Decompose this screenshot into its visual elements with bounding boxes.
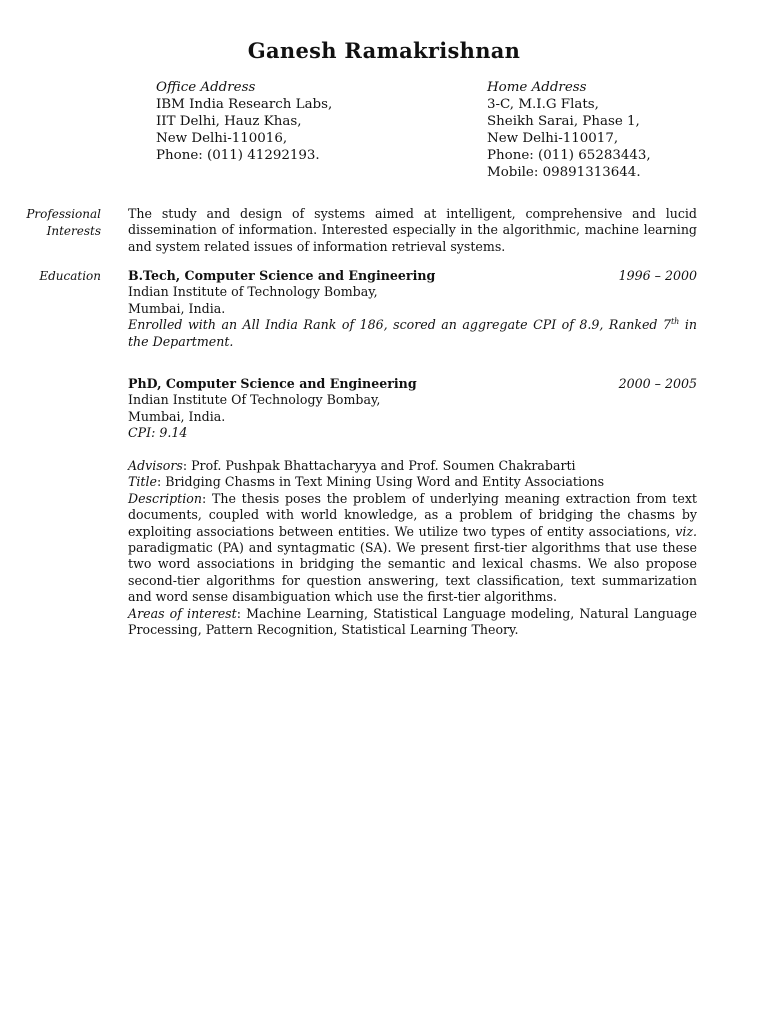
education-label: Education [39, 269, 101, 283]
btech-degree: B.Tech, Computer Science and Engineering [128, 268, 436, 283]
btech-institute: Indian Institute of Technology Bombay, [128, 284, 378, 300]
btech-years: 1996 – 2000 [618, 268, 697, 283]
home-address-header: Home Address [487, 80, 587, 95]
interests-label: Professional Interests [26, 207, 101, 238]
home-address-line: Sheikh Sarai, Phase 1, [487, 114, 640, 129]
btech-location: Mumbai, India. [128, 300, 226, 316]
office-address-line: New Delhi-110016, [156, 131, 288, 146]
phd-institute: Indian Institute Of Technology Bombay, [128, 392, 381, 408]
home-address [487, 79, 651, 181]
home-mobile: Mobile: 09891313644. [487, 165, 641, 180]
education-btech [128, 268, 697, 350]
home-address-line: 3-C, M.I.G Flats, [487, 97, 599, 112]
office-address-header: Office Address [156, 80, 256, 95]
btech-note: Enrolled with an All India Rank of 186, scored an aggregate CPI of 8.9, Ranked 7th in the Department. [128, 317, 697, 349]
phd-cpi: CPI: 9.14 [128, 425, 188, 441]
home-phone: Phone: (011) 65283443, [487, 148, 651, 163]
interests-text: The study and design of systems aimed at intelligent, comprehensive and lucid dissemination of information. Interested especially in the algorithmic, machine learning and system related issues of information retrieval systems. [128, 206, 697, 254]
office-phone: Phone: (011) 41292193. [156, 148, 320, 163]
phd-degree: PhD, Computer Science and Engineering [128, 376, 417, 391]
office-address-line: IBM India Research Labs, [156, 97, 333, 112]
office-address-line: IIT Delhi, Hauz Khas, [156, 114, 302, 129]
phd-advisors: Advisors: Prof. Pushpak Bhattacharyya and Prof. Soumen Chakrabarti [128, 458, 576, 473]
phd-years: 2000 – 2005 [618, 376, 697, 391]
phd-thesis-title: Title: Bridging Chasms in Text Mining Using Word and Entity Associations [128, 474, 605, 490]
education-phd [128, 376, 697, 442]
phd-details [128, 458, 697, 638]
phd-description: Description: The thesis poses the problem of underlying meaning extraction from text documents, coupled with world knowledge, as a problem of bridging the chasms by exploiting associations between entities. We utilize two types of entity associations, viz. paradigmatic (PA) and syntagmatic (SA). We present first-tier algorithms that use these two word associations in bridging the semantic and lexical chasms. We also propose second-tier algorithms for question answering, text classification, text summarization and word sense disambiguation which use the first-tier algorithms. [128, 490, 697, 605]
home-address-line: New Delhi-110017, [487, 131, 619, 146]
phd-location: Mumbai, India. [128, 408, 226, 424]
btech-heading [128, 268, 697, 284]
office-address [156, 79, 332, 164]
phd-areas-of-interest: Areas of interest: Machine Learning, Statistical Language modeling, Natural Language Processing, Pattern Recognition, Statistical Learning Theory. [128, 605, 697, 638]
phd-heading [128, 376, 697, 392]
person-name: Ganesh Ramakrishnan [247, 38, 521, 63]
